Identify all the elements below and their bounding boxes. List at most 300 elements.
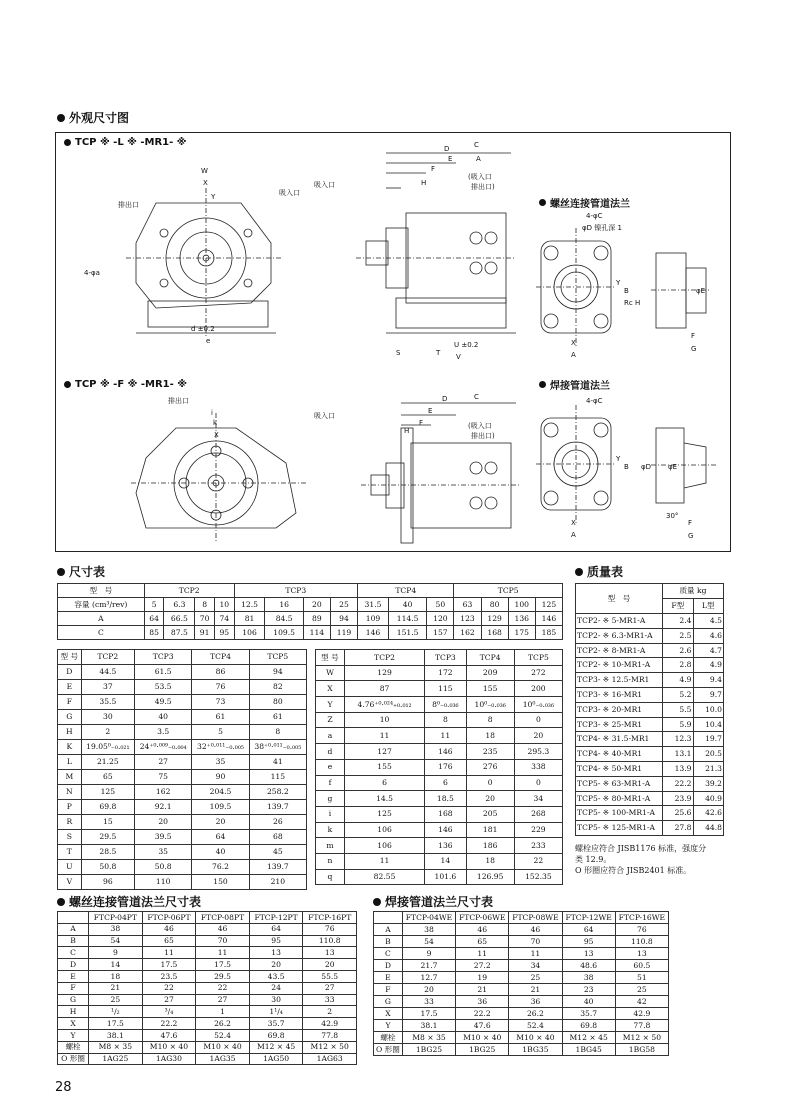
table-row (58, 680, 307, 695)
table-cell: 64 (192, 830, 249, 845)
table-cell: 146 (425, 822, 466, 838)
table-cell: 22.2 (456, 1008, 509, 1020)
table-cell: 45 (249, 845, 306, 860)
table-cell: 84.5 (265, 612, 303, 626)
capacity-header: 20 (303, 598, 330, 612)
table-row (316, 665, 563, 681)
capacity-header: 100 (508, 598, 535, 612)
dim-left-table (57, 649, 307, 890)
table-row (316, 838, 563, 854)
table-cell: 17.5 (89, 1018, 143, 1030)
svg-text:T: T (436, 349, 441, 357)
row-label: q (316, 869, 345, 885)
table-cell: 35 (192, 755, 249, 770)
table-cell: 106 (234, 626, 265, 640)
row-label: H (58, 725, 82, 740)
table-cell: 1 (196, 1006, 250, 1018)
table-cell: 42.9 (615, 1008, 668, 1020)
column-header: 型 号 (316, 650, 345, 666)
table-cell: 155 (466, 681, 514, 697)
row-label: TCP2- ※ 6.3-MR1-A (576, 628, 663, 643)
table-cell: M12 × 45 (249, 1041, 303, 1053)
table-cell: 30 (81, 710, 134, 725)
weld-table-title-text: 焊接管道法兰尺寸表 (385, 895, 494, 909)
table-cell: 18 (466, 853, 514, 869)
table-cell: 69.8 (562, 1020, 615, 1032)
table-cell: 40.9 (693, 791, 724, 806)
table-cell: 168 (481, 626, 508, 640)
table-cell: 39.5 (135, 830, 192, 845)
mass-table-title (575, 563, 623, 580)
mass-head-model: 型 号 (576, 584, 663, 614)
table-cell: 27 (303, 982, 357, 994)
table-cell: 106 (344, 822, 424, 838)
column-header: TCP5 (249, 650, 306, 665)
table-cell: 21 (509, 984, 562, 996)
table-cell: 9.7 (693, 687, 724, 702)
table-cell: 33 (303, 994, 357, 1006)
column-header (58, 912, 89, 924)
row-label: n (316, 853, 345, 869)
weld-table-title (373, 893, 493, 910)
table-row (576, 614, 724, 629)
table-cell: 13 (615, 948, 668, 960)
capacity-header: 63 (454, 598, 481, 612)
table-row (576, 717, 724, 732)
table-cell: 48.6 (562, 960, 615, 972)
svg-text:F: F (691, 332, 696, 340)
table-row (316, 744, 563, 760)
table-cell: 1AG63 (303, 1053, 357, 1065)
table-cell: 17.5 (196, 959, 250, 971)
table-cell: 15 (81, 815, 134, 830)
table-cell: 1¹/₄ (249, 1006, 303, 1018)
table-cell: 86 (192, 665, 249, 680)
capacity-header: 5 (144, 598, 164, 612)
table-row (58, 770, 307, 785)
svg-text:D: D (442, 395, 448, 403)
table-cell: 106 (344, 838, 424, 854)
table-row (576, 643, 724, 658)
table-cell: 54 (402, 936, 455, 948)
svg-text:4-φC: 4-φC (586, 397, 603, 405)
table-cell: 110.8 (615, 936, 668, 948)
column-header: FTCP-16WE (615, 912, 668, 924)
table-cell: 29.5 (196, 970, 250, 982)
table-row (58, 626, 563, 640)
svg-text:φE: φE (696, 287, 706, 295)
table-row (58, 755, 307, 770)
table-cell: 26.2 (509, 1008, 562, 1020)
row-label: TCP4- ※ 50-MR1 (576, 761, 663, 776)
table-cell: 139.7 (249, 800, 306, 815)
table-cell: 18.5 (425, 791, 466, 807)
table-cell: 90 (192, 770, 249, 785)
table-cell: 1BG25 (456, 1044, 509, 1056)
mass-note-line: O 形圈应符合 JISB2401 标准。 (575, 866, 692, 875)
table-cell: 50.8 (135, 860, 192, 875)
mass-note-line: 类 12.9。 (575, 855, 612, 864)
table-cell: 41 (249, 755, 306, 770)
table-cell: 24 (249, 982, 303, 994)
svg-text:4-φC: 4-φC (586, 212, 603, 220)
table-cell: 26.2 (196, 1018, 250, 1030)
row-label: H (58, 1006, 89, 1018)
svg-text:H: H (404, 427, 410, 435)
svg-text:S: S (396, 349, 401, 357)
screw-table-title (57, 893, 201, 910)
table-cell: 276 (466, 759, 514, 775)
row-label: e (316, 759, 345, 775)
table-cell: 1BG58 (615, 1044, 668, 1056)
table-cell: 1BG35 (509, 1044, 562, 1056)
table-cell: 76 (192, 680, 249, 695)
table-cell: 114 (303, 626, 330, 640)
table-cell: 8⁰₋₀.₀₃₆ (425, 697, 466, 713)
svg-text:F: F (431, 165, 436, 173)
table-cell: 120 (427, 612, 454, 626)
table-row (374, 1032, 669, 1044)
table-cell: 46 (509, 924, 562, 936)
bullet-icon (575, 568, 583, 576)
table-cell: M10 × 40 (509, 1032, 562, 1044)
table-cell: 77.8 (615, 1020, 668, 1032)
table-cell: 1AG30 (142, 1053, 196, 1065)
table-cell: 125 (81, 785, 134, 800)
table-row (58, 860, 307, 875)
table-cell: 19.05⁰₋₀.₀₂₁ (81, 740, 134, 755)
row-label: TCP5- ※ 125-MR1-A (576, 821, 663, 836)
row-label: i (316, 806, 345, 822)
row-label: X (316, 681, 345, 697)
row-label: E (58, 680, 82, 695)
row-label: G (58, 994, 89, 1006)
table-cell: 13 (303, 947, 357, 959)
table-cell: 27 (196, 994, 250, 1006)
table-cell: 35.7 (249, 1018, 303, 1030)
table-cell: 235 (466, 744, 514, 760)
table-cell: 14.5 (344, 791, 424, 807)
svg-text:排出口: 排出口 (168, 397, 189, 405)
column-header: FTCP-04PT (89, 912, 143, 924)
row-label: TCP3- ※ 16-MR1 (576, 687, 663, 702)
table-row (58, 612, 563, 626)
table-cell: 22 (514, 853, 562, 869)
svg-text:φE: φE (668, 463, 678, 471)
row-label: Z (316, 712, 345, 728)
row-label: TCP2- ※ 8-MR1-A (576, 643, 663, 658)
table-cell: 20 (466, 791, 514, 807)
row-label: F (58, 695, 82, 710)
table-cell: 85 (144, 626, 164, 640)
row-label: S (58, 830, 82, 845)
table-cell: 13.1 (663, 747, 694, 762)
table-cell: 42.6 (693, 806, 724, 821)
row-label: D (58, 665, 82, 680)
table-row (576, 687, 724, 702)
table-row (316, 853, 563, 869)
row-label: C (374, 948, 403, 960)
table-cell: 95 (249, 935, 303, 947)
bullet-icon (373, 898, 381, 906)
table-cell: 20 (514, 728, 562, 744)
table-cell: 94 (249, 665, 306, 680)
table-cell: 22.2 (142, 1018, 196, 1030)
capacity-header: 125 (535, 598, 562, 612)
row-label: Y (316, 697, 345, 713)
table-row (58, 947, 357, 959)
table-cell: 42 (615, 996, 668, 1008)
table-cell: 114.5 (388, 612, 426, 626)
row-label: F (374, 984, 403, 996)
table-cell: 162 (135, 785, 192, 800)
table-cell: 2.6 (663, 643, 694, 658)
table-cell: 11 (456, 948, 509, 960)
mass-notes (575, 843, 735, 876)
dim-main-group: TCP3 (234, 584, 357, 598)
svg-text:C: C (474, 141, 479, 149)
table-cell: 26 (249, 815, 306, 830)
table-row (576, 806, 724, 821)
table-cell: 4.76⁺⁰·⁰²⁴₊₀.₀₁₂ (344, 697, 424, 713)
table-cell: 1AG35 (196, 1053, 250, 1065)
table-cell: 19.7 (693, 732, 724, 747)
table-cell: 64 (249, 923, 303, 935)
mass-table-title-text: 质量表 (587, 565, 624, 579)
table-cell: 77.8 (303, 1029, 357, 1041)
svg-text:排出口): 排出口) (471, 432, 495, 440)
table-row (576, 761, 724, 776)
table-cell: 12.7 (402, 972, 455, 984)
row-label: Y (374, 1020, 403, 1032)
table-row (316, 822, 563, 838)
svg-text:排出口): 排出口) (471, 183, 495, 191)
row-label: G (374, 996, 403, 1008)
bullet-icon (57, 114, 65, 122)
table-cell: 70 (196, 935, 250, 947)
table-cell: 157 (427, 626, 454, 640)
table-cell: 25 (509, 972, 562, 984)
table-cell: 295.3 (514, 744, 562, 760)
table-cell: 27 (135, 755, 192, 770)
table-cell: 23.5 (142, 970, 196, 982)
table-cell: 96 (81, 875, 134, 890)
table-cell: 55.5 (303, 970, 357, 982)
table-cell: 4.6 (693, 628, 724, 643)
table-cell: 51 (615, 972, 668, 984)
capacity-header: 6.3 (164, 598, 195, 612)
table-cell: 20.5 (693, 747, 724, 762)
table-cell: 27.8 (663, 821, 694, 836)
row-label: G (58, 710, 82, 725)
column-header: TCP4 (466, 650, 514, 666)
svg-text:排出口: 排出口 (118, 201, 139, 209)
row-label: V (58, 875, 82, 890)
table-cell: 109.5 (192, 800, 249, 815)
page-number: 28 (55, 1080, 72, 1095)
table-row (58, 800, 307, 815)
table-cell: 47.6 (142, 1029, 196, 1041)
table-cell: 29.5 (81, 830, 134, 845)
table-cell: 11 (509, 948, 562, 960)
dim-main-group: TCP4 (358, 584, 454, 598)
table-cell: 2 (81, 725, 134, 740)
row-label: X (58, 1018, 89, 1030)
svg-text:X: X (203, 179, 208, 187)
table-cell: 47.6 (456, 1020, 509, 1032)
table-cell: 4.9 (693, 658, 724, 673)
table-cell: 2.5 (663, 628, 694, 643)
table-cell: 268 (514, 806, 562, 822)
table-row (58, 994, 357, 1006)
table-cell: M12 × 45 (562, 1032, 615, 1044)
table-cell: 0 (514, 712, 562, 728)
table-cell: 35.7 (562, 1008, 615, 1020)
svg-text:E: E (428, 407, 433, 415)
table-row (374, 1020, 669, 1032)
table-cell: 66.5 (164, 612, 195, 626)
table-cell: 2.8 (663, 658, 694, 673)
table-row (576, 628, 724, 643)
table-cell: 33 (402, 996, 455, 1008)
capacity-header: 50 (427, 598, 454, 612)
table-cell: 0 (514, 775, 562, 791)
table-cell: 101.6 (425, 869, 466, 885)
table-cell: 4.7 (693, 643, 724, 658)
table-cell: 229 (514, 822, 562, 838)
table-cell: 13.9 (663, 761, 694, 776)
table-cell: 10⁰₋₀.₀₃₆ (466, 697, 514, 713)
table-cell: 10.4 (693, 717, 724, 732)
table-cell: 21 (89, 982, 143, 994)
table-cell: 200 (514, 681, 562, 697)
table-cell: 35.5 (81, 695, 134, 710)
column-header: FTCP-04WE (402, 912, 455, 924)
table-row (58, 1041, 357, 1053)
table-cell: 205 (466, 806, 514, 822)
table-cell: 27 (142, 994, 196, 1006)
table-row (58, 982, 357, 994)
table-cell: 209 (466, 665, 514, 681)
table-cell: 210 (249, 875, 306, 890)
row-label: W (316, 665, 345, 681)
column-header: FTCP-06WE (456, 912, 509, 924)
table-cell: 139.7 (249, 860, 306, 875)
row-label: M (58, 770, 82, 785)
table-cell: 5.9 (663, 717, 694, 732)
table-cell: 61.5 (135, 665, 192, 680)
table-row (316, 697, 563, 713)
svg-text:D: D (444, 145, 450, 153)
table-cell: 19 (456, 972, 509, 984)
table-cell: ³/₄ (142, 1006, 196, 1018)
svg-text:d ±0.2: d ±0.2 (191, 325, 215, 333)
table-cell: 10 (344, 712, 424, 728)
table-cell: 204.5 (192, 785, 249, 800)
table-cell: 25 (615, 984, 668, 996)
section-title-outline (57, 109, 129, 126)
table-cell: 76.2 (192, 860, 249, 875)
row-label: TCP3- ※ 25-MR1 (576, 717, 663, 732)
bullet-icon (57, 898, 65, 906)
table-cell: 94 (330, 612, 357, 626)
table-cell: 44.5 (81, 665, 134, 680)
row-label: T (58, 845, 82, 860)
column-header: TCP2 (81, 650, 134, 665)
row-label: 螺栓 (58, 1041, 89, 1053)
row-label: TCP2- ※ 5-MR1-A (576, 614, 663, 629)
column-header: TCP4 (192, 650, 249, 665)
table-cell: 61 (192, 710, 249, 725)
screw-flange-front-view (536, 228, 616, 348)
table-cell: 136 (508, 612, 535, 626)
table-cell: 8 (249, 725, 306, 740)
table-row (58, 959, 357, 971)
table-cell: 18 (89, 970, 143, 982)
table-row (316, 759, 563, 775)
dim-right-table (315, 649, 563, 885)
svg-text:V: V (456, 353, 461, 361)
table-row (58, 695, 307, 710)
table-cell: 175 (508, 626, 535, 640)
table-cell: 20 (135, 815, 192, 830)
table-cell: 129 (481, 612, 508, 626)
table-cell: 1AG50 (249, 1053, 303, 1065)
technical-drawings (56, 133, 732, 553)
table-cell: 3.5 (135, 725, 192, 740)
table-cell: 64 (562, 924, 615, 936)
row-label: f (316, 775, 345, 791)
table-cell: 22.2 (663, 776, 694, 791)
table-cell: 38.1 (89, 1029, 143, 1041)
table-cell: 18 (466, 728, 514, 744)
table-cell: 150 (192, 875, 249, 890)
table-cell: 68 (249, 830, 306, 845)
table-cell: 272 (514, 665, 562, 681)
table-cell: 69.8 (249, 1029, 303, 1041)
table-cell: 136 (425, 838, 466, 854)
capacity-header: 31.5 (358, 598, 389, 612)
svg-text:A: A (571, 531, 576, 539)
mass-head-f: F型 (663, 599, 694, 614)
pump-l-side-view (356, 153, 516, 333)
row-label: A (374, 924, 403, 936)
svg-text:E: E (448, 155, 453, 163)
row-label: B (58, 935, 89, 947)
row-label: TCP2- ※ 10-MR1-A (576, 658, 663, 673)
table-cell: 21.7 (402, 960, 455, 972)
column-header (374, 912, 403, 924)
table-cell: 109.5 (265, 626, 303, 640)
table-row (316, 728, 563, 744)
table-cell: 65 (456, 936, 509, 948)
table-cell: 21.25 (81, 755, 134, 770)
svg-text:Rc H: Rc H (624, 299, 641, 307)
column-header: TCP3 (135, 650, 192, 665)
table-cell: 23 (562, 984, 615, 996)
flange-screw-text: 螺丝连接管道法兰 (550, 199, 630, 210)
table-row (374, 984, 669, 996)
table-cell: 14 (89, 959, 143, 971)
table-cell: 34 (514, 791, 562, 807)
svg-text:4-φa: 4-φa (84, 269, 100, 277)
table-cell: 73 (192, 695, 249, 710)
table-cell: 70 (195, 612, 215, 626)
table-cell: 42.9 (303, 1018, 357, 1030)
row-label: E (58, 970, 89, 982)
table-row (316, 869, 563, 885)
row-label: A (58, 923, 89, 935)
